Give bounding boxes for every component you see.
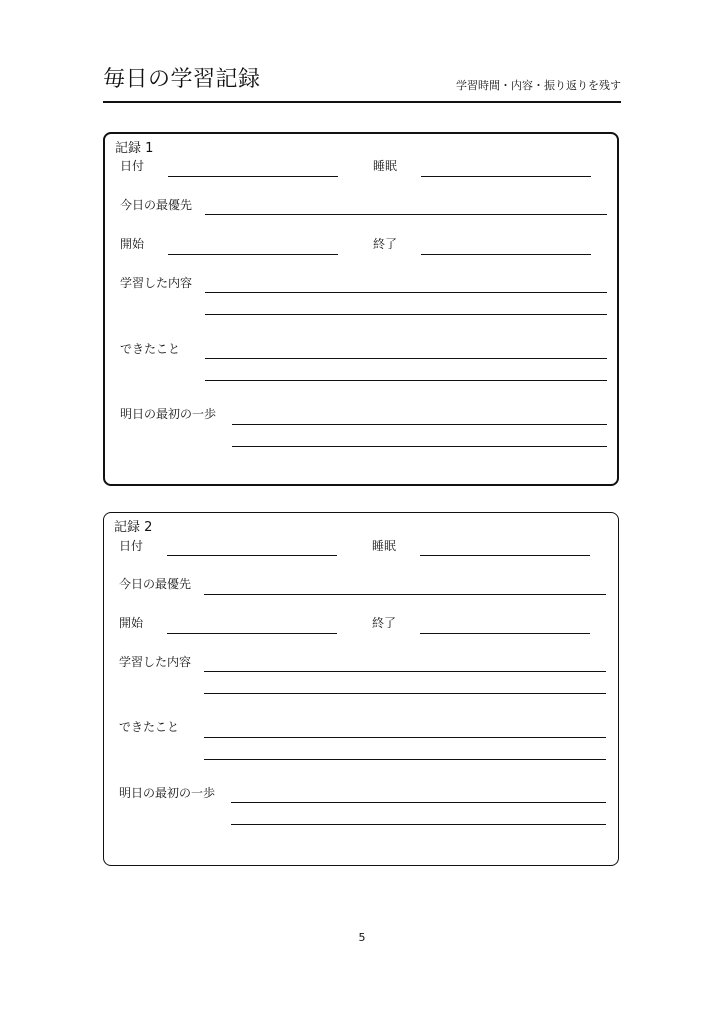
end-field[interactable] bbox=[420, 633, 590, 634]
learned-field-line-1[interactable] bbox=[204, 671, 606, 672]
next-step-field-line-2[interactable] bbox=[232, 446, 607, 447]
done-field-line-1[interactable] bbox=[204, 737, 606, 738]
page-subtitle: 学習時間・内容・振り返りを残す bbox=[456, 79, 621, 92]
end-label: 終了 bbox=[372, 616, 397, 630]
priority-field[interactable] bbox=[205, 214, 607, 215]
done-field-line-2[interactable] bbox=[204, 759, 606, 760]
sleep-field[interactable] bbox=[420, 555, 590, 556]
start-label: 開始 bbox=[119, 616, 144, 630]
priority-field[interactable] bbox=[204, 594, 606, 595]
start-field[interactable] bbox=[168, 254, 338, 255]
priority-label: 今日の最優先 bbox=[119, 577, 192, 591]
priority-label: 今日の最優先 bbox=[120, 198, 193, 212]
record-title: 記録 2 bbox=[114, 520, 153, 535]
learned-field-line-2[interactable] bbox=[204, 693, 606, 694]
next-step-label: 明日の最初の一歩 bbox=[120, 407, 217, 421]
record-card-2 bbox=[103, 512, 619, 866]
record-title: 記録 1 bbox=[115, 141, 154, 156]
done-label: できたこと bbox=[120, 342, 181, 356]
start-field[interactable] bbox=[167, 633, 337, 634]
sleep-label: 睡眠 bbox=[373, 159, 398, 173]
end-field[interactable] bbox=[421, 254, 591, 255]
next-step-field-line-1[interactable] bbox=[231, 802, 606, 803]
learned-field-line-2[interactable] bbox=[205, 314, 607, 315]
date-field[interactable] bbox=[168, 176, 338, 177]
record-card-1 bbox=[103, 132, 619, 486]
done-label: できたこと bbox=[119, 720, 180, 734]
date-label: 日付 bbox=[119, 539, 144, 553]
page-title: 毎日の学習記録 bbox=[103, 67, 261, 92]
done-field-line-1[interactable] bbox=[205, 358, 607, 359]
learned-field-line-1[interactable] bbox=[205, 292, 607, 293]
page-number: 5 bbox=[358, 931, 366, 944]
learned-label: 学習した内容 bbox=[119, 655, 192, 669]
date-field[interactable] bbox=[167, 555, 337, 556]
sleep-label: 睡眠 bbox=[372, 539, 397, 553]
sleep-field[interactable] bbox=[421, 176, 591, 177]
start-label: 開始 bbox=[120, 237, 145, 251]
page-header bbox=[103, 60, 621, 103]
end-label: 終了 bbox=[373, 237, 398, 251]
next-step-field-line-1[interactable] bbox=[232, 424, 607, 425]
done-field-line-2[interactable] bbox=[205, 380, 607, 381]
date-label: 日付 bbox=[120, 159, 145, 173]
learned-label: 学習した内容 bbox=[120, 276, 193, 290]
next-step-label: 明日の最初の一歩 bbox=[119, 786, 216, 800]
next-step-field-line-2[interactable] bbox=[231, 824, 606, 825]
